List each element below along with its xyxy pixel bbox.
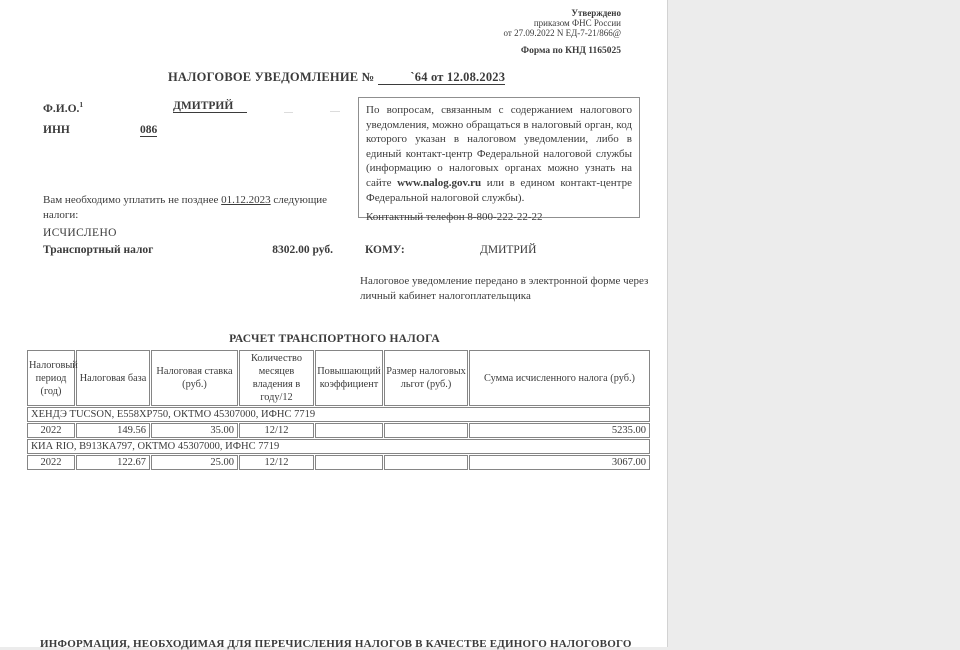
table-header-row: [27, 350, 650, 406]
cell-tax-sum: 3067.00: [469, 455, 650, 470]
footnote-marker: 1: [79, 100, 84, 109]
next-section-heading-cutoff: ИНФОРМАЦИЯ, НЕОБХОДИМАЯ ДЛЯ ПЕРЕЧИСЛЕНИЯ НАЛОГОВ В КАЧЕСТВЕ ЕДИНОГО НАЛОГОВОГО: [40, 638, 632, 650]
document-title: [168, 70, 505, 85]
cell-months-owned: 12/12: [239, 455, 314, 470]
approval-block: [504, 8, 621, 38]
table-header-cell: Количество месяцев владения в году/12: [239, 350, 314, 406]
vehicle-description: ХЕНДЭ TUCSON, Е558ХР750, ОКТМО 45307000, ИФНС 7719: [27, 407, 650, 422]
fio-label: Ф.И.О.$^1$: [43, 100, 84, 115]
document-title-label: НАЛОГОВОЕ УВЕДОМЛЕНИЕ №: [168, 70, 375, 84]
approval-line: Утверждено: [571, 8, 621, 18]
recipient-label: КОМУ:: [365, 244, 405, 256]
form-code: Форма по КНД 1165025: [520, 46, 621, 56]
deadline-date: 01.12.2023: [221, 194, 271, 206]
inn-value: 086: [140, 124, 158, 136]
table-header-cell: Налоговая база: [76, 350, 150, 406]
computed-label: ИСЧИСЛЕНО: [43, 227, 117, 239]
redaction-artifact: [284, 112, 293, 113]
table-header-cell: Повышающий коэффициент: [315, 350, 383, 406]
cell-tax-base: 149.56: [76, 423, 150, 438]
tax-summary-row: [43, 244, 333, 256]
nalog-site-url: www.nalog.gov.ru: [397, 176, 482, 189]
cell-coefficient: [315, 423, 383, 438]
approval-line: от 27.09.2022 N ЕД-7-21/866@: [503, 28, 621, 38]
contact-info-box: [358, 97, 640, 224]
table-header-cell: Налоговый период (год): [27, 350, 75, 406]
vehicle-description: КИА RIO, В913КА797, ОКТМО 45307000, ИФНС 7719: [27, 439, 650, 454]
cell-tax-sum: 5235.00: [469, 423, 650, 438]
cell-benefits: [384, 455, 468, 470]
payment-deadline-text: Вам необходимо уплатить не позднее 01.12.2023 следующие налоги:: [43, 194, 328, 221]
inn-label: ИНН: [43, 124, 70, 136]
table-header-cell: Сумма исчисленного налога (руб.): [469, 350, 650, 406]
fio-value: ДМИТРИЙ: [173, 100, 247, 113]
table-title: РАСЧЕТ ТРАНСПОРТНОГО НАЛОГА: [229, 333, 440, 345]
tax-name: Транспортный налог: [43, 244, 154, 256]
redaction-artifact: [330, 111, 340, 112]
contact-phone: Контактный телефон 8-800-222-22-22: [366, 211, 543, 224]
cell-tax-rate: 25.00: [151, 455, 238, 470]
table-header-cell: Налоговая ставка (руб.): [151, 350, 238, 406]
tax-amount: 8302.00 руб.: [272, 244, 333, 256]
vehicle-group-row: [27, 439, 650, 454]
cell-months-owned: 12/12: [239, 423, 314, 438]
electronic-delivery-note: Налоговое уведомление передано в электронной форме через личный кабинет налогоплательщика: [360, 275, 649, 302]
transport-tax-table: [26, 349, 651, 471]
approval-line: приказом ФНС России: [533, 18, 621, 28]
document-number: `64 от 12.08.2023: [378, 70, 505, 85]
cell-benefits: [384, 423, 468, 438]
contact-text: По вопросам, связанным с содержанием налогового уведомления, можно обращаться в налоговый орган, код которого указан в налоговом уведомлении, либо в единый контакт-центр Федеральной налоговой службы (информацию о налоговых органах можно узнать на сайте www.nalog.gov.ru или в едином контакт-центре Федеральной налоговой службы).: [366, 104, 632, 204]
cell-tax-period: 2022: [27, 455, 75, 470]
table-row: [27, 455, 650, 470]
cell-tax-period: 2022: [27, 423, 75, 438]
cell-tax-base: 122.67: [76, 455, 150, 470]
recipient-value: ДМИТРИЙ: [480, 244, 537, 256]
table-header-cell: Размер налоговых льгот (руб.): [384, 350, 468, 406]
cell-coefficient: [315, 455, 383, 470]
vehicle-group-row: [27, 407, 650, 422]
table-row: [27, 423, 650, 438]
cell-tax-rate: 35.00: [151, 423, 238, 438]
